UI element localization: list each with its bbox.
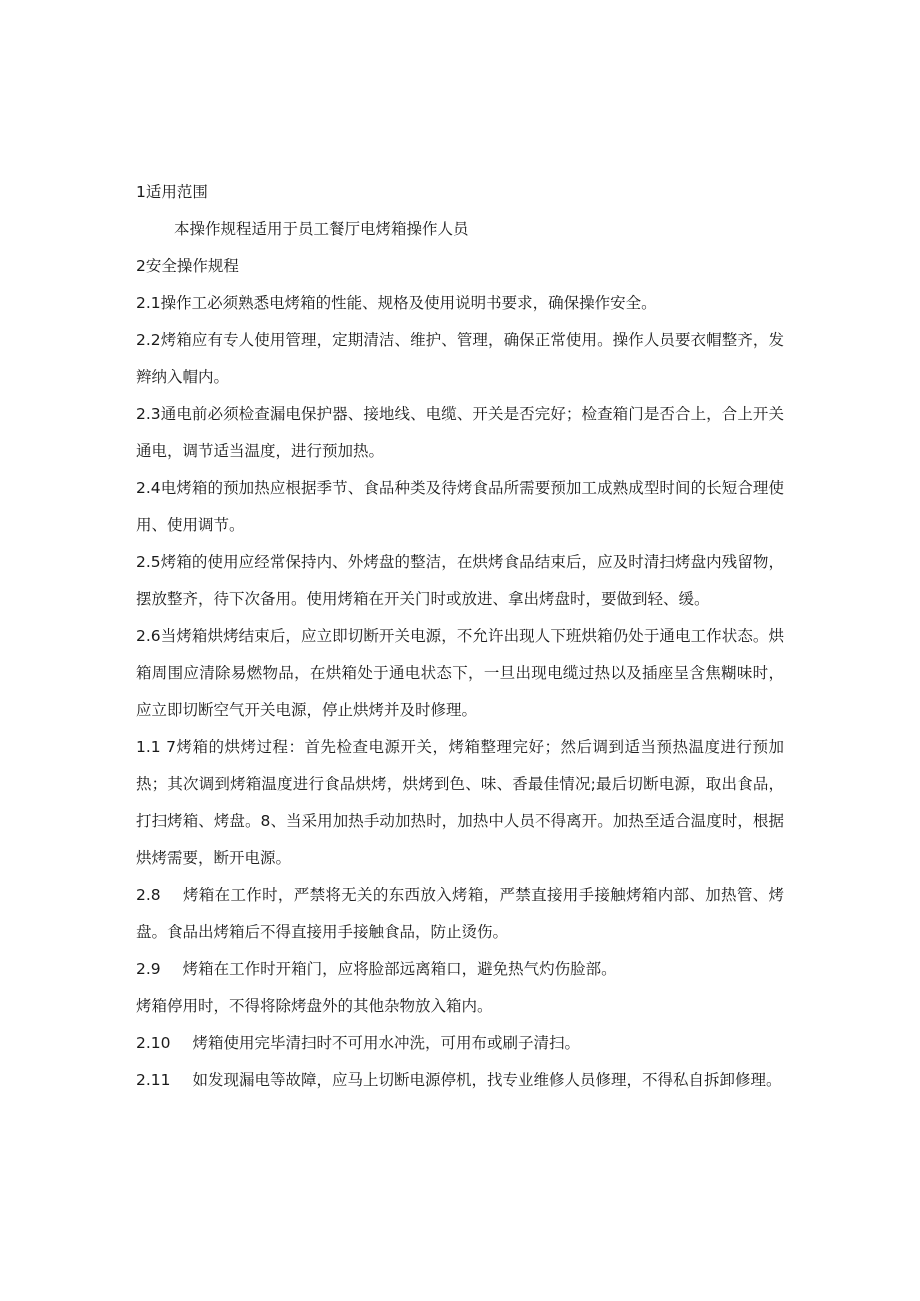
clause-2-4: 2.4电烤箱的预加热应根据季节、食品种类及待烤食品所需要预加工成熟成型时间的长短合理使用、使用调节。 <box>136 479 784 534</box>
clause-text: 烤箱使用完毕清扫时不可用水冲洗，可用布或刷子清扫。 <box>192 1034 581 1052</box>
clause-2-1: 2.1操作工必须熟悉电烤箱的性能、规格及使用说明书要求，确保操作安全。 <box>136 294 657 312</box>
clause-2-5: 2.5烤箱的使用应经常保持内、外烤盘的整洁，在烘烤食品结束后，应及时清扫烤盘内残留物，摆放整齐，待下次备用。使用烤箱在开关门时或放进、拿出烤盘时，要做到轻、缓。 <box>136 553 784 608</box>
clause-text: 烤箱在工作时开箱门，应将脸部远离箱口，避免热气灼伤脸部。 <box>182 960 617 978</box>
section-heading-scope: 1适用范围 <box>136 183 208 201</box>
clause-2-3: 2.3通电前必须检查漏电保护器、接地线、电缆、开关是否完好；检查箱门是否合上，合上开关通电，调节适当温度，进行预加热。 <box>136 405 784 460</box>
section-heading-safety: 2安全操作规程 <box>136 257 239 275</box>
clause-2-8 <box>136 877 784 951</box>
scope-paragraph: 本操作规程适用于员工餐厅电烤箱操作人员 <box>174 220 469 238</box>
clause-2-9 <box>136 951 784 988</box>
clause-2-10 <box>136 1025 784 1062</box>
clause-number: 2.9 <box>136 960 161 978</box>
clause-2-2: 2.2烤箱应有专人使用管理，定期清洁、维护、管理，确保正常使用。操作人员要衣帽整齐，发辫纳入帽内。 <box>136 331 784 386</box>
clause-text: 如发现漏电等故障，应马上切断电源停机，找专业维修人员修理，不得私自拆卸修理。 <box>192 1071 782 1089</box>
clause-2-6: 2.6当烤箱烘烤结束后，应立即切断开关电源，不允许出现人下班烘箱仍处于通电工作状态。烘箱周围应清除易燃物品，在烘箱处于通电状态下，一旦出现电缆过热以及插座呈含焦糊味时，应立即切断空气开关电源，停止烘烤并及时修理。 <box>136 627 784 719</box>
clause-number: 2.8 <box>136 886 161 904</box>
clause-2-11 <box>136 1062 784 1099</box>
clause-number: 2.10 <box>136 1034 171 1052</box>
clause-text: 烤箱在工作时，严禁将无关的东西放入烤箱，严禁直接用手接触烤箱内部、加热管、烤盘。食品出烤箱后不得直接用手接触食品，防止烫伤。 <box>136 886 784 941</box>
clause-1-1-7: 1.1 7烤箱的烘烤过程：首先检查电源开关，烤箱整理完好；然后调到适当预热温度进行预加热；其次调到烤箱温度进行食品烘烤，烘烤到色、味、香最佳情况;最后切断电源，取出食品，打扫烤箱、烤盘。8、当采用加热手动加热时，加热中人员不得离开。加热至适合温度时，根据烘烤需要，断开电源。 <box>136 738 784 867</box>
clause-oven-idle: 烤箱停用时，不得将除烤盘外的其他杂物放入箱内。 <box>136 997 493 1015</box>
document-body <box>136 174 784 1099</box>
clause-number: 2.11 <box>136 1071 171 1089</box>
